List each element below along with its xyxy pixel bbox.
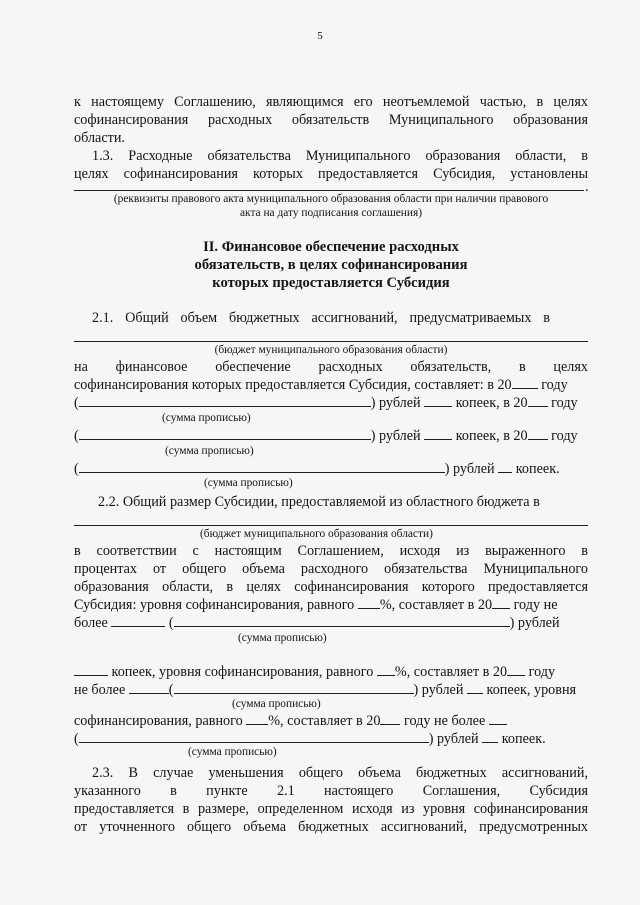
p21-line1: 2.1. Общий объем бюджетных ассигнований, предусматриваемых в (92, 310, 550, 326)
p23-line3: предоставляется в размере, определенном исходя из уровня софинансирования (74, 801, 588, 817)
p22-year-blank3 (380, 712, 400, 725)
p22-line9-end: году не более (404, 713, 486, 729)
p22-line7-text: копеек, уровня софинансирования, равного (111, 664, 374, 680)
p22-line7 (74, 663, 588, 681)
p22-line10: ( ) рублей копеек. (74, 731, 546, 747)
p22-caption-sum2: (сумма прописью) (232, 698, 321, 710)
p22-line3: процентах от общего объема расходного обязательства Муниципального (74, 561, 588, 577)
p21-kop-blank1 (424, 394, 452, 407)
p23-line2: указанного в пункте 2.1 настоящего Соглашения, Субсидия (74, 783, 588, 799)
p23-line1: 2.3. В случае уменьшения общего объема бюджетных ассигнований, (92, 765, 588, 781)
p22-line10-end: копеек. (501, 731, 546, 747)
p21-caption-sum1: (сумма прописью) (162, 412, 251, 424)
p21-kop1: копеек, в 20 (455, 395, 528, 411)
p22-line4: образования области, в целях софинансирования которого предоставляется (74, 579, 588, 595)
p21-kop-blank2 (424, 427, 452, 440)
p22-percent-blank3 (246, 712, 268, 725)
p22-line7-end: году (528, 664, 556, 680)
p21-year-blank2 (528, 394, 548, 407)
p22-line5-text: Субсидия: уровня софинансирования, равного (74, 597, 355, 613)
p22-line7-mid: %, составляет в 20 (394, 664, 508, 680)
p22-year-blank1 (492, 596, 510, 609)
p22-amount-blank3 (489, 712, 507, 725)
p22-line9-mid: %, составляет в 20 (268, 713, 381, 729)
p21-year-word1: году (551, 395, 578, 411)
section-title-line1: II. Финансовое обеспечение расходных (203, 239, 459, 255)
p13-caption2: акта на дату подписания соглашения) (240, 207, 422, 219)
p21-line3-text: софинансирования которых предоставляется Субсидия, составляет: в 20 (74, 377, 512, 393)
p22-line6: более ( ) рублей (74, 615, 560, 631)
p22-year-blank2 (507, 663, 525, 676)
p21-sum-blank1 (79, 394, 371, 407)
p1-line3: области. (74, 130, 125, 146)
p21-kop2: копеек, в 20 (455, 428, 528, 444)
p21-caption-sum3: (сумма прописью) (204, 477, 293, 489)
p1-line2: софинансирования расходных обязательств Муниципального образования (74, 112, 588, 128)
p22-kop-blank2 (467, 681, 483, 694)
page-number: 5 (317, 30, 323, 42)
p22-line2: в соответствии с настоящим Соглашением, исходя из выраженного в (74, 543, 588, 559)
p21-kop-end: копеек. (515, 461, 560, 477)
p21-year-blank3 (528, 427, 548, 440)
p21-year-blank (512, 376, 538, 389)
p21-rub3: ) рублей (444, 461, 495, 477)
p22-percent-blank2 (377, 663, 395, 676)
p22-line5-mid: %, составляет в 20 (379, 597, 493, 613)
p22-line10-rub: ) рублей (428, 731, 479, 747)
section-title-line3: которых предоставляется Субсидия (212, 275, 450, 291)
p1-line1: к настоящему Соглашению, являющимся его неотъемлемой частью, в целях (74, 94, 588, 110)
p22-caption-budget: (бюджет муниципального образования области) (200, 528, 433, 540)
p21-line3 (74, 376, 588, 394)
p22-line6-text: более (74, 615, 108, 631)
p22-caption-sum1: (сумма прописью) (238, 632, 327, 644)
p22-line8-rub: ) рублей (413, 682, 464, 698)
p22-line9 (74, 712, 588, 730)
p22-line5-end: году не (513, 597, 558, 613)
p22-sum-blank2 (174, 681, 414, 694)
p13-blank-line (74, 190, 584, 191)
p22-line1: 2.2. Общий размер Субсидии, предоставляемой из областного бюджета в (98, 494, 540, 510)
p21-rub1: ) рублей (370, 395, 421, 411)
p22-line9-text: софинансирования, равного (74, 713, 243, 729)
p13-line1: 1.3. Расходные обязательства Муниципального образования области, в (92, 148, 588, 164)
p21-line2: на финансовое обеспечение расходных обязательств, в целях (74, 359, 588, 375)
section-title-line2: обязательств, в целях софинансирования (194, 257, 468, 273)
p22-percent-blank1 (358, 596, 380, 609)
p22-line8: не более ( ) рублей копеек, уровня (74, 682, 577, 698)
p21-sum-blank3 (79, 460, 445, 473)
p22-amount-blank2 (129, 681, 169, 694)
p22-caption-sum3: (сумма прописью) (188, 746, 277, 758)
p23-line4: от уточненного общего объема бюджетных ассигнований, предусмотренных (74, 819, 588, 835)
p13-end: . (585, 179, 589, 195)
p21-sum-row1: ( ) рублей копеек, в 20 году (74, 395, 578, 411)
p21-sum-row2: ( ) рублей копеек, в 20 году (74, 428, 578, 444)
p21-caption-sum2: (сумма прописью) (165, 445, 254, 457)
p22-line8-text: не более (74, 682, 126, 698)
p22-sum-blank1 (174, 614, 510, 627)
p21-budget-line (74, 341, 588, 342)
p22-kop-blank3 (482, 730, 498, 743)
p13-caption1: (реквизиты правового акта муниципального образования области при наличии правового (113, 193, 549, 205)
p22-line8-end: копеек, уровня (486, 682, 577, 698)
p22-kop-blank1 (74, 663, 108, 676)
p21-line3-year: году (541, 377, 568, 393)
p22-line6-rub: ) рублей (509, 615, 560, 631)
p22-amount-blank1 (111, 614, 165, 627)
p22-sum-blank3 (79, 730, 429, 743)
p21-sum-row3: ( ) рублей копеек. (74, 461, 560, 477)
p21-rub2: ) рублей (370, 428, 421, 444)
p21-year-word2: году (551, 428, 578, 444)
p22-line5 (74, 596, 588, 614)
p21-caption-budget: (бюджет муниципального образования области) (214, 344, 448, 356)
p21-sum-blank2 (79, 427, 371, 440)
p13-line2: целях софинансирования которых предоставляется Субсидия, установлены (74, 166, 588, 182)
p22-budget-line (74, 525, 588, 526)
p21-kop-blank3 (498, 460, 512, 473)
